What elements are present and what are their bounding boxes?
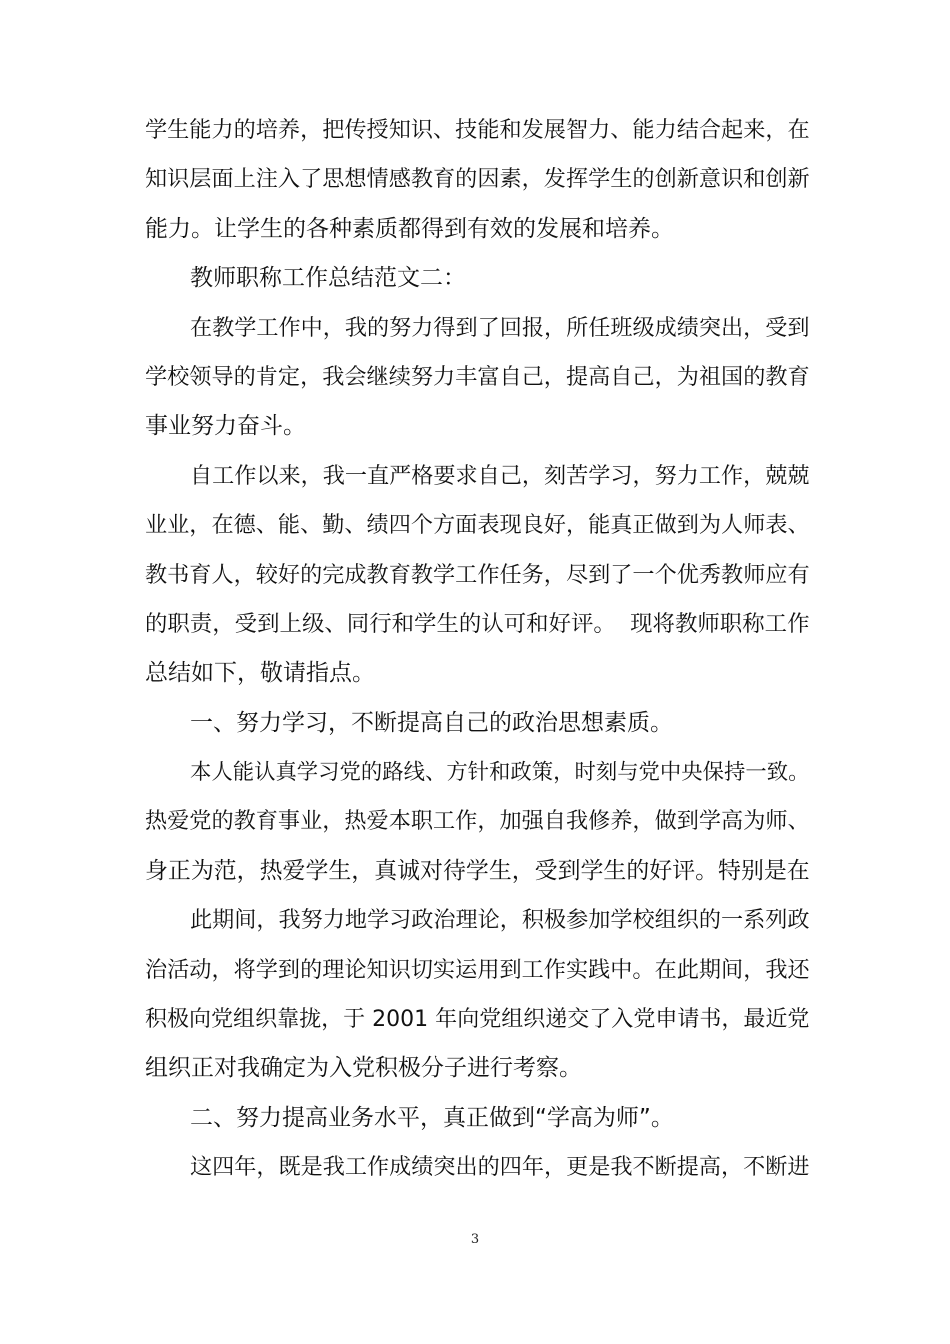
section-heading: 教师职称工作总结范文二： [190,265,466,292]
body-text [145,106,810,1193]
text-line: 此期间，我努力地学习政治理论，积极参加学校组织的一系列政 [190,907,810,934]
text-line: 学校领导的肯定，我会继续努力丰富自己，提高自己，为祖国的教育 [145,363,810,390]
text-line: 自工作以来，我一直严格要求自己，刻苦学习，努力工作，兢兢 [190,462,810,489]
text-line: 本人能认真学习党的路线、方针和政策，时刻与党中央保持一致。 [190,760,810,786]
text-line: 身正为范，热爱学生，真诚对待学生，受到学生的好评。特别是在 [145,857,810,884]
text-line: 总结如下，敬请指点。 [145,660,375,687]
text-line: 的职责，受到上级、同行和学生的认可和好评。 现将教师职称工作 [145,610,810,637]
text-line: 在教学工作中，我的努力得到了回报，所任班级成绩突出，受到 [190,314,810,341]
text-line: 这四年，既是我工作成绩突出的四年，更是我不断提高，不断进 [190,1154,810,1181]
text-line: 组织正对我确定为入党积极分子进行考察。 [145,1055,582,1082]
section-heading: 二、努力提高业务水平，真正做到“学高为师”。 [190,1104,674,1131]
text-line: 知识层面上注入了思想情感教育的因素，发挥学生的创新意识和创新 [145,166,810,193]
text-line: 教书育人，较好的完成教育教学工作任务，尽到了一个优秀教师应有 [145,561,810,588]
text-line: 业业，在德、能、勤、绩四个方面表现良好，能真正做到为人师表、 [145,512,810,539]
section-heading: 一、努力学习，不断提高自己的政治思想素质。 [190,709,673,736]
text-line: 治活动，将学到的理论知识切实运用到工作实践中。在此期间，我还 [145,956,810,983]
page-number: 3 [470,1232,480,1247]
text-line: 事业努力奋斗。 [145,413,306,440]
text-line: 积极向党组织靠拢，于 2001 年向党组织递交了入党申请书，最近党 [145,1007,810,1033]
text-line: 热爱党的教育事业，热爱本职工作，加强自我修养，做到学高为师、 [145,808,810,835]
text-line: 学生能力的培养，把传授知识、技能和发展智力、能力结合起来，在 [145,117,810,143]
text-line: 能力。让学生的各种素质都得到有效的发展和培养。 [145,215,674,242]
